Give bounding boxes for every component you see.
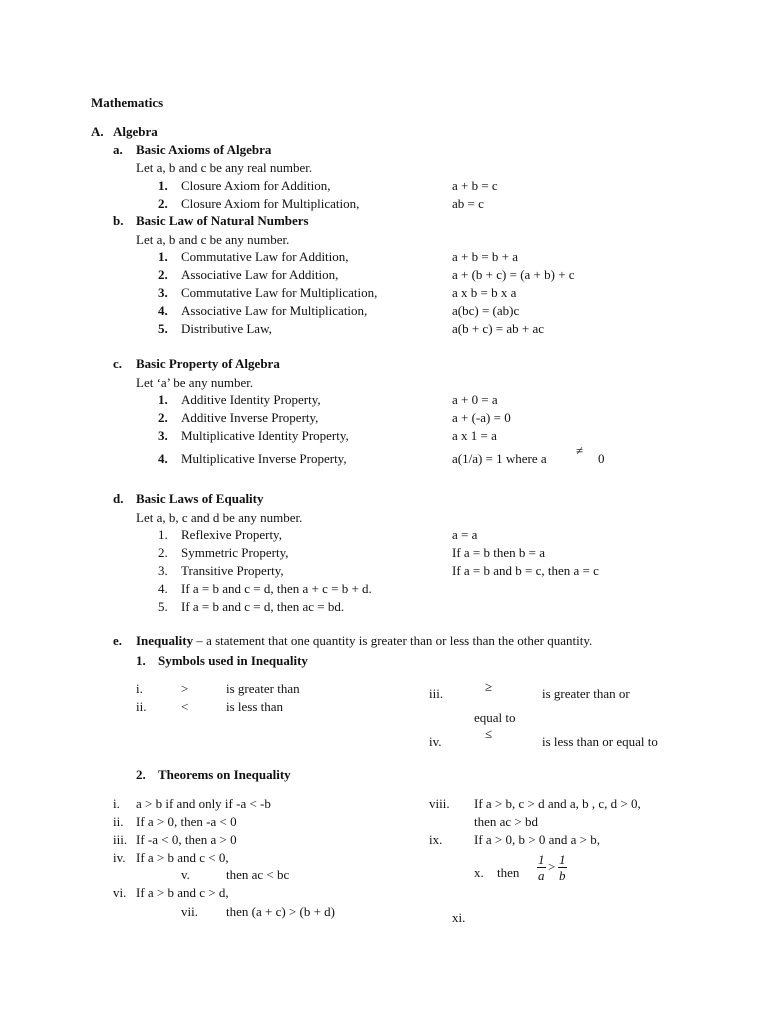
page-title: Mathematics bbox=[91, 95, 164, 110]
roman-numeral: iii. bbox=[113, 832, 128, 847]
item-number: 2. bbox=[158, 410, 168, 425]
greater-or-equal-symbol: ≥ bbox=[485, 679, 493, 694]
subsection-marker: b. bbox=[113, 213, 124, 228]
symbol-desc: is greater than bbox=[226, 681, 300, 696]
item-name: Additive Inverse Property, bbox=[181, 410, 319, 425]
item-name: Multiplicative Identity Property, bbox=[181, 428, 349, 443]
item-formula: a x b = b x a bbox=[452, 285, 517, 300]
item-formula: a + (-a) = 0 bbox=[452, 410, 511, 425]
subsection-heading-natural-numbers: Basic Law of Natural Numbers bbox=[136, 213, 309, 228]
item-name: Transitive Property, bbox=[181, 563, 284, 578]
fraction-numerator: 1 bbox=[538, 852, 545, 867]
subsection-intro: Let a, b and c be any number. bbox=[136, 232, 290, 247]
item-formula-tail: 0 bbox=[598, 451, 605, 466]
theorem-text: If a > 0, b > 0 and a > b, bbox=[474, 832, 600, 847]
item-number: 3. bbox=[158, 285, 168, 300]
item-formula: a + b = b + a bbox=[452, 249, 519, 264]
item-number: 2. bbox=[136, 767, 146, 782]
item-name: Associative Law for Addition, bbox=[181, 267, 339, 282]
item-number: 4. bbox=[158, 451, 168, 466]
theorem-text: If a > b and c > d, bbox=[136, 885, 229, 900]
definition-text: – a statement that one quantity is greater than or less than the other quantity. bbox=[193, 633, 593, 648]
item-name: Associative Law for Multiplication, bbox=[181, 303, 368, 318]
roman-numeral: iv. bbox=[113, 850, 126, 865]
item-name: Commutative Law for Multiplication, bbox=[181, 285, 378, 300]
item-name: Reflexive Property, bbox=[181, 527, 282, 542]
item-formula: If a = b and b = c, then a = c bbox=[452, 563, 599, 578]
section-marker: A. bbox=[91, 124, 104, 139]
inequality-definition bbox=[136, 634, 592, 647]
item-number: 1. bbox=[158, 392, 168, 407]
item-name: Distributive Law, bbox=[181, 321, 272, 336]
section-heading-algebra: Algebra bbox=[113, 124, 158, 139]
not-equal-symbol: ≠ bbox=[576, 443, 584, 458]
item-number: 5. bbox=[158, 599, 168, 614]
fraction-numerator: 1 bbox=[559, 852, 566, 867]
item-formula: a + 0 = a bbox=[452, 392, 498, 407]
item-formula: a(b + c) = ab + ac bbox=[452, 321, 545, 336]
subsection-marker: a. bbox=[113, 142, 123, 157]
roman-numeral: i. bbox=[136, 681, 143, 696]
item-number: 4. bbox=[158, 581, 168, 596]
roman-numeral: ii. bbox=[113, 814, 124, 829]
roman-numeral: iii. bbox=[429, 686, 444, 701]
item-number: 2. bbox=[158, 196, 168, 211]
theorem-text: If a > 0, then -a < 0 bbox=[136, 814, 237, 829]
item-name: If a = b and c = d, then a + c = b + d. bbox=[181, 581, 372, 596]
symbol-desc-cont: equal to bbox=[474, 710, 516, 725]
roman-numeral: x. bbox=[474, 865, 484, 880]
symbol-desc: is less than or equal to bbox=[542, 734, 658, 749]
item-number: 3. bbox=[158, 428, 168, 443]
item-name: Closure Axiom for Multiplication, bbox=[181, 196, 360, 211]
item-name: If a = b and c = d, then ac = bd. bbox=[181, 599, 345, 614]
item-number: 3. bbox=[158, 563, 168, 578]
theorem-text: then ac < bc bbox=[226, 867, 290, 882]
item-formula: a + b = c bbox=[452, 178, 498, 193]
item-number: 2. bbox=[158, 545, 168, 560]
item-number: 1. bbox=[158, 249, 168, 264]
subsection-heading-inequality: Inequality bbox=[136, 633, 194, 648]
subsection-heading-equality: Basic Laws of Equality bbox=[136, 491, 264, 506]
subsection-intro: Let a, b, c and d be any number. bbox=[136, 510, 303, 525]
item-formula: ab = c bbox=[452, 196, 484, 211]
subsection-marker: e. bbox=[113, 633, 123, 648]
roman-numeral: ix. bbox=[429, 832, 443, 847]
item-number: 1. bbox=[158, 527, 168, 542]
roman-numeral: iv. bbox=[429, 734, 442, 749]
item-number: 1. bbox=[136, 653, 146, 668]
item-formula: If a = b then b = a bbox=[452, 545, 545, 560]
greater-than-symbol: > bbox=[548, 859, 556, 874]
symbol-desc: is greater than or bbox=[542, 686, 630, 701]
item-name: Commutative Law for Addition, bbox=[181, 249, 349, 264]
item-number: 4. bbox=[158, 303, 168, 318]
fraction-one-over-a bbox=[537, 853, 546, 882]
fraction-denominator: b bbox=[559, 868, 566, 883]
subsection-intro: Let ‘a’ be any number. bbox=[136, 375, 254, 390]
roman-numeral: viii. bbox=[429, 796, 450, 811]
item-formula: a(1/a) = 1 where a bbox=[452, 451, 547, 466]
item-number: 1. bbox=[158, 178, 168, 193]
roman-numeral: xi. bbox=[452, 910, 466, 925]
roman-numeral: vi. bbox=[113, 885, 127, 900]
item-number: 5. bbox=[158, 321, 168, 336]
roman-numeral: i. bbox=[113, 796, 120, 811]
theorems-heading: Theorems on Inequality bbox=[158, 767, 291, 782]
item-formula: a x 1 = a bbox=[452, 428, 497, 443]
fraction-denominator: a bbox=[538, 868, 545, 883]
roman-numeral: v. bbox=[181, 867, 190, 882]
item-name: Additive Identity Property, bbox=[181, 392, 321, 407]
item-name: Symmetric Property, bbox=[181, 545, 289, 560]
item-number: 2. bbox=[158, 267, 168, 282]
subsection-heading-property: Basic Property of Algebra bbox=[136, 356, 280, 371]
subsection-marker: c. bbox=[113, 356, 123, 371]
theorem-text: If -a < 0, then a > 0 bbox=[136, 832, 237, 847]
roman-numeral: ii. bbox=[136, 699, 147, 714]
theorem-text: then (a + c) > (b + d) bbox=[226, 904, 335, 919]
symbol-desc: is less than bbox=[226, 699, 284, 714]
item-formula: a(bc) = (ab)c bbox=[452, 303, 520, 318]
theorem-text: If a > b, c > d and a, b , c, d > 0, bbox=[474, 796, 641, 811]
greater-than-symbol: > bbox=[181, 681, 189, 696]
theorem-text-cont: then ac > bd bbox=[474, 814, 539, 829]
item-name: Closure Axiom for Addition, bbox=[181, 178, 331, 193]
subsection-heading-axioms: Basic Axioms of Algebra bbox=[136, 142, 272, 157]
item-formula: a = a bbox=[452, 527, 478, 542]
less-than-symbol: < bbox=[181, 699, 189, 714]
fraction-one-over-b bbox=[558, 853, 567, 882]
less-or-equal-symbol: ≤ bbox=[485, 726, 493, 741]
symbols-heading: Symbols used in Inequality bbox=[158, 653, 308, 668]
item-name: Multiplicative Inverse Property, bbox=[181, 451, 347, 466]
theorem-text: then bbox=[497, 865, 520, 880]
item-formula: a + (b + c) = (a + b) + c bbox=[452, 267, 575, 282]
theorem-text: a > b if and only if -a < -b bbox=[136, 796, 271, 811]
subsection-marker: d. bbox=[113, 491, 124, 506]
roman-numeral: vii. bbox=[181, 904, 198, 919]
subsection-intro: Let a, b and c be any real number. bbox=[136, 160, 313, 175]
theorem-text: If a > b and c < 0, bbox=[136, 850, 229, 865]
